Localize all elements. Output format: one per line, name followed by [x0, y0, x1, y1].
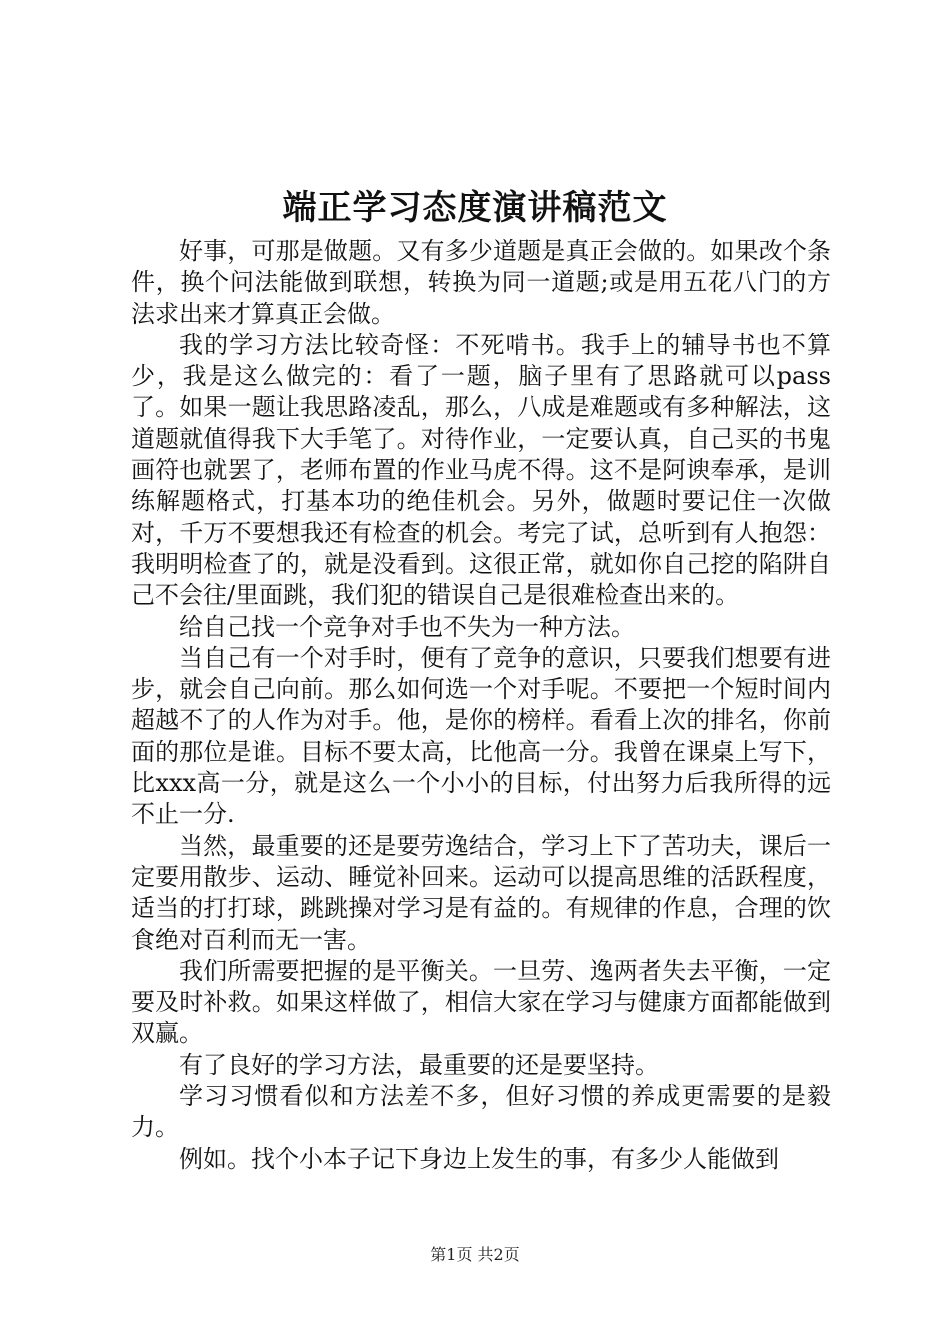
- paragraph: 当自己有一个对手时，便有了竞争的意识，只要我们想要有进步，就会自己向前。那么如何选一个对手呢。不要把一个短时间内超越不了的人作为对手。他，是你的榜样。看看上次的排名，你前面的那位是谁。目标不要太高，比他高一分。我曾在课桌上写下，比xxx高一分，就是这么一个小小的目标，付出努力后我所得的远不止一分.: [131, 643, 831, 829]
- document-body: [131, 236, 831, 1175]
- paragraph: 好事，可那是做题。又有多少道题是真正会做的。如果改个条件，换个问法能做到联想，转换为同一道题;或是用五花八门的方法求出来才算真正会做。: [131, 237, 831, 328]
- document-title: 端正学习态度演讲稿范文: [282, 188, 668, 228]
- paragraph: 我的学习方法比较奇怪：不死啃书。我手上的辅导书也不算少，我是这么做完的：看了一题，脑子里有了思路就可以pass了。如果一题让我思路凌乱，那么，八成是难题或有多种解法，这道题就值得我下大手笔了。对待作业，一定要认真，自己买的书鬼画符也就罢了，老师布置的作业马虎不得。这不是阿谀奉承，是训练解题格式，打基本功的绝佳机会。另外，做题时要记住一次做对，千万不要想我还有检查的机会。考完了试，总听到有人抱怨：我明明检查了的，就是没看到。这很正常，就如你自己挖的陷阱自己不会往/里面跳，我们犯的错误自己是很难检查出来的。: [131, 330, 831, 610]
- paragraph: 给自己找一个竞争对手也不失为一种方法。: [179, 612, 635, 641]
- paragraph: 有了良好的学习方法，最重要的还是要坚持。: [179, 1050, 659, 1079]
- paragraph: 我们所需要把握的是平衡关。一旦劳、逸两者失去平衡，一定要及时补救。如果这样做了，相信大家在学习与健康方面都能做到双赢。: [131, 956, 831, 1048]
- paragraph: 学习习惯看似和方法差不多，但好习惯的养成更需要的是毅力。: [131, 1082, 831, 1142]
- paragraph: 例如。找个小本子记下身边上发生的事，有多少人能做到: [179, 1144, 779, 1173]
- page-footer: 第1页 共2页: [430, 1245, 520, 1264]
- paragraph: 当然，最重要的还是要劳逸结合，学习上下了苦功夫，课后一定要用散步、运动、睡觉补回来。运动可以提高思维的活跃程度，适当的打打球，跳跳操对学习是有益的。有规律的作息，合理的饮食绝对百利而无一害。: [131, 831, 831, 954]
